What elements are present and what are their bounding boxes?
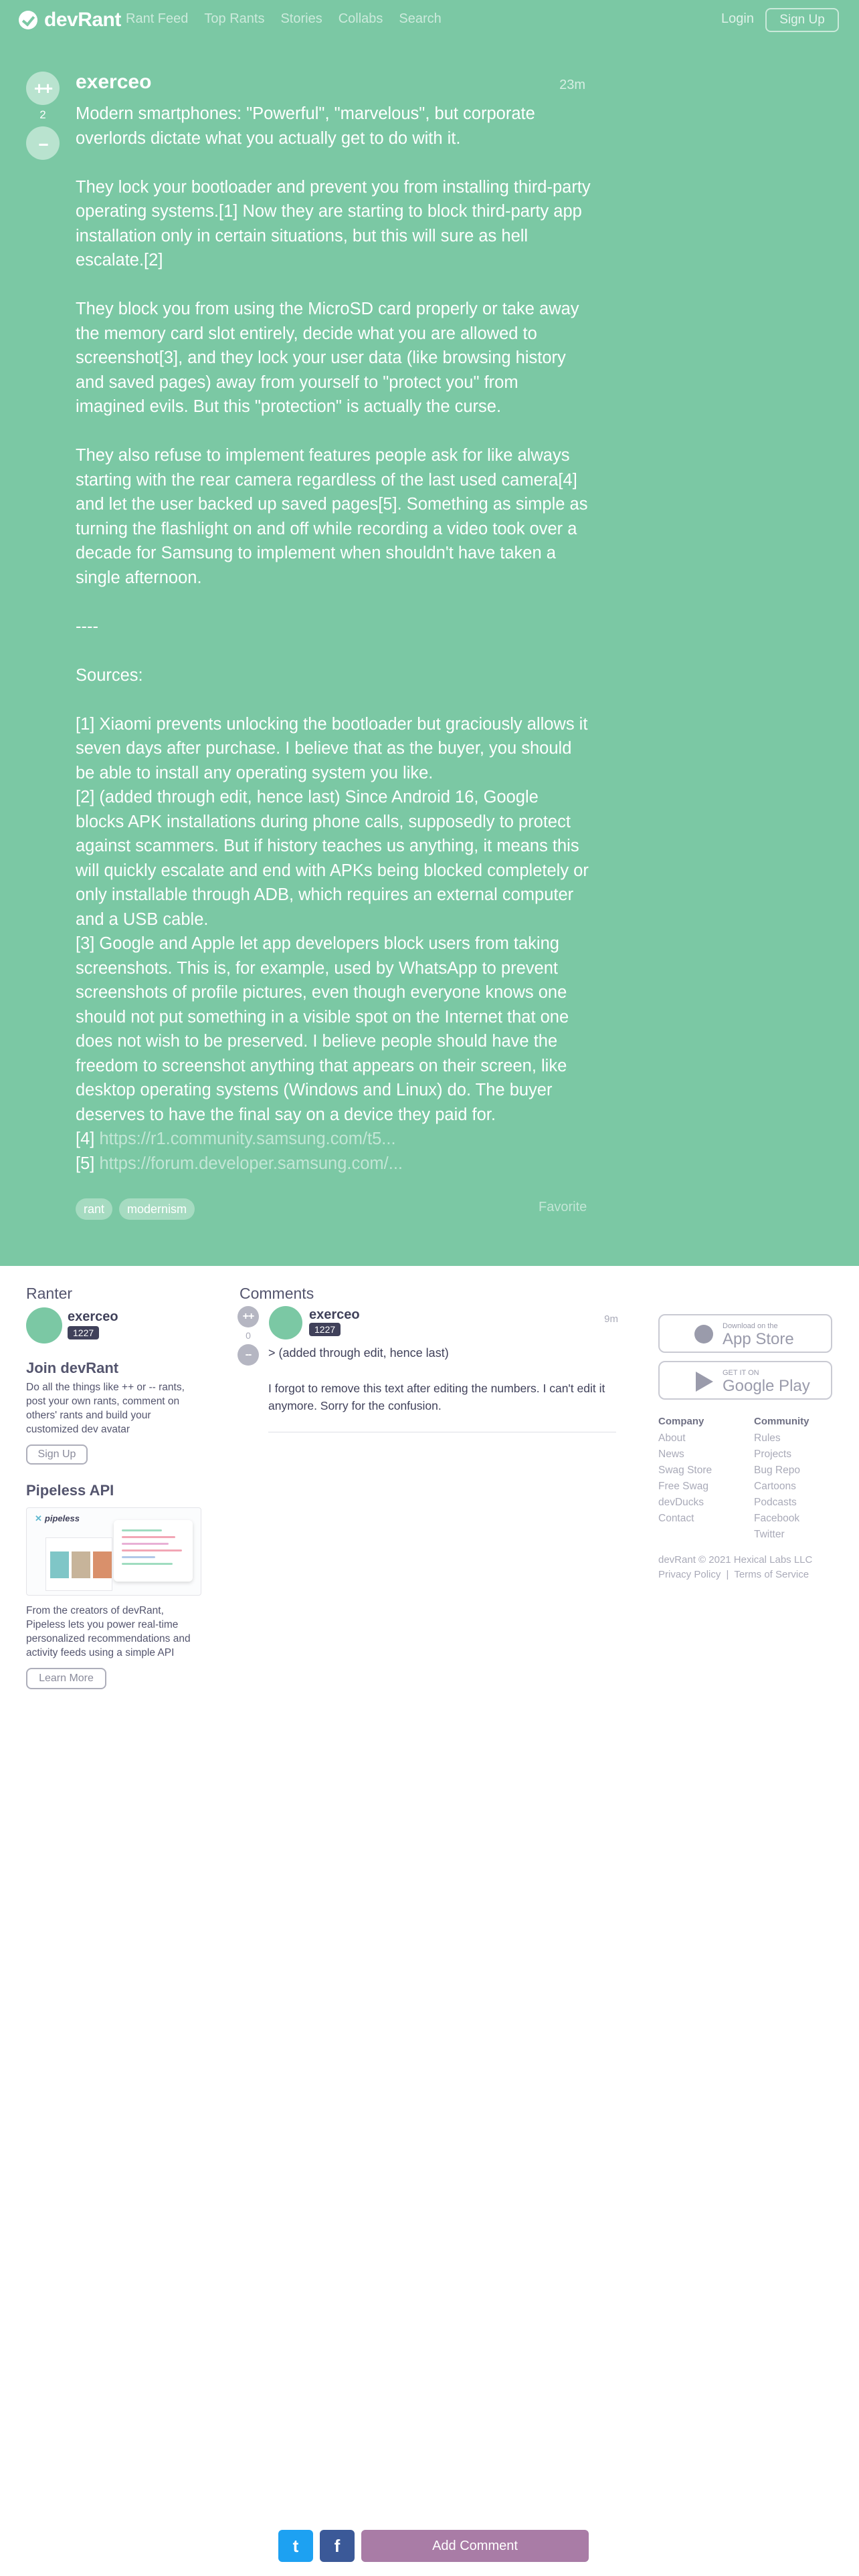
footer-link-podcasts[interactable]: Podcasts [754, 1497, 797, 1508]
source-prefix: [4] [76, 1130, 100, 1148]
comment-upvote-button[interactable]: ++ [237, 1306, 259, 1327]
source-item [76, 1127, 591, 1152]
terms-of-service-link[interactable]: Terms of Service [734, 1569, 809, 1580]
pipeless-preview-image[interactable] [26, 1507, 201, 1596]
paragraph-gap [76, 419, 591, 444]
join-heading: Join devRant [26, 1360, 119, 1376]
nav-top-rants[interactable]: Top Rants [204, 11, 265, 26]
learn-more-button[interactable]: Learn More [26, 1668, 106, 1689]
footer-legal [658, 1569, 809, 1580]
pipeless-phone-mockup [45, 1537, 112, 1591]
paragraph-gap [76, 687, 591, 712]
comment-body: I forgot to remove this text after editing the numbers. I can't edit it anymore. Sorry for the confusion. [268, 1382, 605, 1412]
ranter-name[interactable]: exerceo [68, 1309, 118, 1324]
logo-text: devRant [44, 9, 121, 31]
source-item: [1] Xiaomi prevents unlocking the bootloader but graciously allows it seven days after purchase. I believe that as the buyer, you should be able to install any operating system you like. [76, 714, 588, 782]
rant-tags [76, 1198, 195, 1220]
pipeless-logo: ✕ pipeless [35, 1513, 80, 1523]
nav-links [126, 11, 442, 27]
footer-copyright: devRant © 2021 Hexical Labs LLC [658, 1554, 813, 1566]
facebook-share-icon[interactable]: f [320, 2530, 355, 2562]
footer-link-rules[interactable]: Rules [754, 1432, 781, 1444]
google-play-small-text: GET IT ON [723, 1369, 759, 1377]
paragraph-gap [76, 639, 591, 663]
rant-paragraph: They block you from using the MicroSD card properly or take away the memory card slot entirely, decide what you are allowed to screenshot[3], and they lock your user data (like browsing history and saved pages) away from yourself to "protect you" from imagined evils. But this "protection" is actually the curse. [76, 300, 579, 416]
app-store-big-text: App Store [723, 1330, 794, 1348]
join-signup-button[interactable]: Sign Up [26, 1444, 88, 1465]
footer-link-free-swag[interactable]: Free Swag [658, 1481, 708, 1492]
app-store-button[interactable] [658, 1314, 832, 1353]
google-play-icon [696, 1372, 713, 1392]
rant-time: 23m [559, 78, 585, 92]
paragraph-gap [76, 150, 591, 175]
footer-link-about[interactable]: About [658, 1432, 686, 1444]
footer-link-bug-repo[interactable]: Bug Repo [754, 1465, 800, 1476]
google-play-button[interactable] [658, 1361, 832, 1400]
rant-paragraph: They lock your bootloader and prevent you from installing third-party operating systems.[1] Now they are starting to block third-party app installation only in certain situations, but this will sure as hell escalate.[2] [76, 177, 591, 270]
pipeless-description: From the creators of devRant, Pipeless lets you power real-time personalized recommendations and activity feeds using a simple API [26, 1605, 191, 1658]
ranter-heading: Ranter [26, 1285, 73, 1302]
footer-link-contact[interactable]: Contact [658, 1513, 694, 1524]
rant-body [76, 102, 591, 1176]
pipeless-logo-text: pipeless [44, 1513, 80, 1523]
source-item [76, 1152, 591, 1176]
rant-separator: ---- [76, 617, 98, 636]
rant-paragraph: Modern smartphones: "Powerful", "marvelous", but corporate overlords dictate what you actually get to do with it. [76, 104, 535, 148]
paragraph-gap [76, 273, 591, 298]
comments-heading: Comments [240, 1285, 314, 1302]
source-link[interactable]: https://r1.community.samsung.com/t5... [99, 1130, 396, 1148]
tag-rant[interactable]: rant [76, 1198, 112, 1220]
source-link[interactable]: https://forum.developer.samsung.com/... [99, 1154, 403, 1173]
google-play-big-text: Google Play [723, 1377, 810, 1395]
source-item: [2] (added through edit, hence last) Since Android 16, Google blocks APK installations during phone calls, supposedly to protect against scammers. But if history teaches us anything, it means this will quickly escalate and end with APKs being blocked completely or only installable through ADB, which requires an external computer and a USB cable. [76, 788, 589, 929]
comment-score: 0 [246, 1330, 251, 1341]
comment-author[interactable]: exerceo [309, 1307, 360, 1322]
add-comment-button[interactable]: Add Comment [361, 2530, 589, 2562]
sources-heading: Sources: [76, 665, 143, 685]
footer-link-facebook[interactable]: Facebook [754, 1513, 800, 1524]
footer-link-swag-store[interactable]: Swag Store [658, 1465, 712, 1476]
comment-downvote-button[interactable]: -- [237, 1344, 259, 1366]
ranter-score-badge: 1227 [68, 1326, 99, 1339]
nav-stories[interactable]: Stories [280, 11, 322, 26]
legal-separator: | [726, 1569, 729, 1580]
footer-link-devducks[interactable]: devDucks [658, 1497, 704, 1508]
devrant-logo[interactable] [19, 8, 121, 32]
footer-link-projects[interactable]: Projects [754, 1448, 791, 1460]
paragraph-gap [76, 590, 591, 615]
footer-link-news[interactable]: News [658, 1448, 684, 1460]
nav-collabs[interactable]: Collabs [338, 11, 383, 26]
rant-hero [0, 0, 859, 1266]
rant-score: 2 [39, 108, 46, 121]
login-link[interactable]: Login [721, 11, 754, 26]
footer-community-list [754, 1430, 848, 1543]
join-description: Do all the things like ++ or -- rants, post your own rants, comment on others' rants and build your customized dev avatar [26, 1382, 185, 1435]
comment-author-badge: 1227 [309, 1323, 341, 1336]
pipeless-code-panel [114, 1520, 193, 1582]
footer-company-heading: Company [658, 1416, 704, 1427]
downvote-button[interactable]: -- [26, 126, 60, 160]
footer-link-cartoons[interactable]: Cartoons [754, 1481, 796, 1492]
comment-quote: > (added through edit, hence last) [268, 1346, 449, 1360]
apple-icon [694, 1325, 713, 1344]
tag-modernism[interactable]: modernism [119, 1198, 195, 1220]
privacy-policy-link[interactable]: Privacy Policy [658, 1569, 721, 1580]
rant-paragraph: They also refuse to implement features people ask for like always starting with the rear camera regardless of the last used camera[4] and let the user backed up saved pages[5]. Something as simple as turning the flashlight on and off while recording a video took over a decade for Samsung to implement when shouldn't have taken a single afternoon. [76, 446, 588, 587]
source-item: [3] Google and Apple let app developers block users from taking screenshots. This is, for example, used by WhatsApp to prevent screenshots of profile pictures, even though everyone knows one should not put something in a visible spot on the Internet that one does not wish to be preserved. I believe people should have the freedom to screenshot anything that appears on their screen, like desktop operating systems (Windows and Linux) do. The buyer deserves to have the final say on a device they paid for. [76, 934, 569, 1124]
nav-rant-feed[interactable]: Rant Feed [126, 11, 189, 26]
footer-company-list [658, 1430, 752, 1527]
rant-author[interactable]: exerceo [76, 71, 152, 93]
upvote-button[interactable]: ++ [26, 72, 60, 105]
twitter-share-icon[interactable]: t [278, 2530, 313, 2562]
top-nav [0, 0, 859, 40]
pipeless-heading: Pipeless API [26, 1482, 114, 1499]
bottom-action-bar [278, 2530, 589, 2562]
source-prefix: [5] [76, 1154, 100, 1173]
comment-avatar[interactable] [269, 1306, 302, 1339]
footer-link-twitter[interactable]: Twitter [754, 1529, 785, 1540]
footer-community-heading: Community [754, 1416, 809, 1427]
app-store-small-text: Download on the [723, 1322, 778, 1330]
signup-button[interactable]: Sign Up [765, 8, 839, 32]
favorite-button[interactable]: Favorite [539, 1200, 587, 1214]
comment-time: 9m [604, 1313, 618, 1325]
devrant-logo-icon [19, 11, 37, 29]
ranter-avatar[interactable] [26, 1307, 62, 1344]
nav-search[interactable]: Search [399, 11, 442, 26]
